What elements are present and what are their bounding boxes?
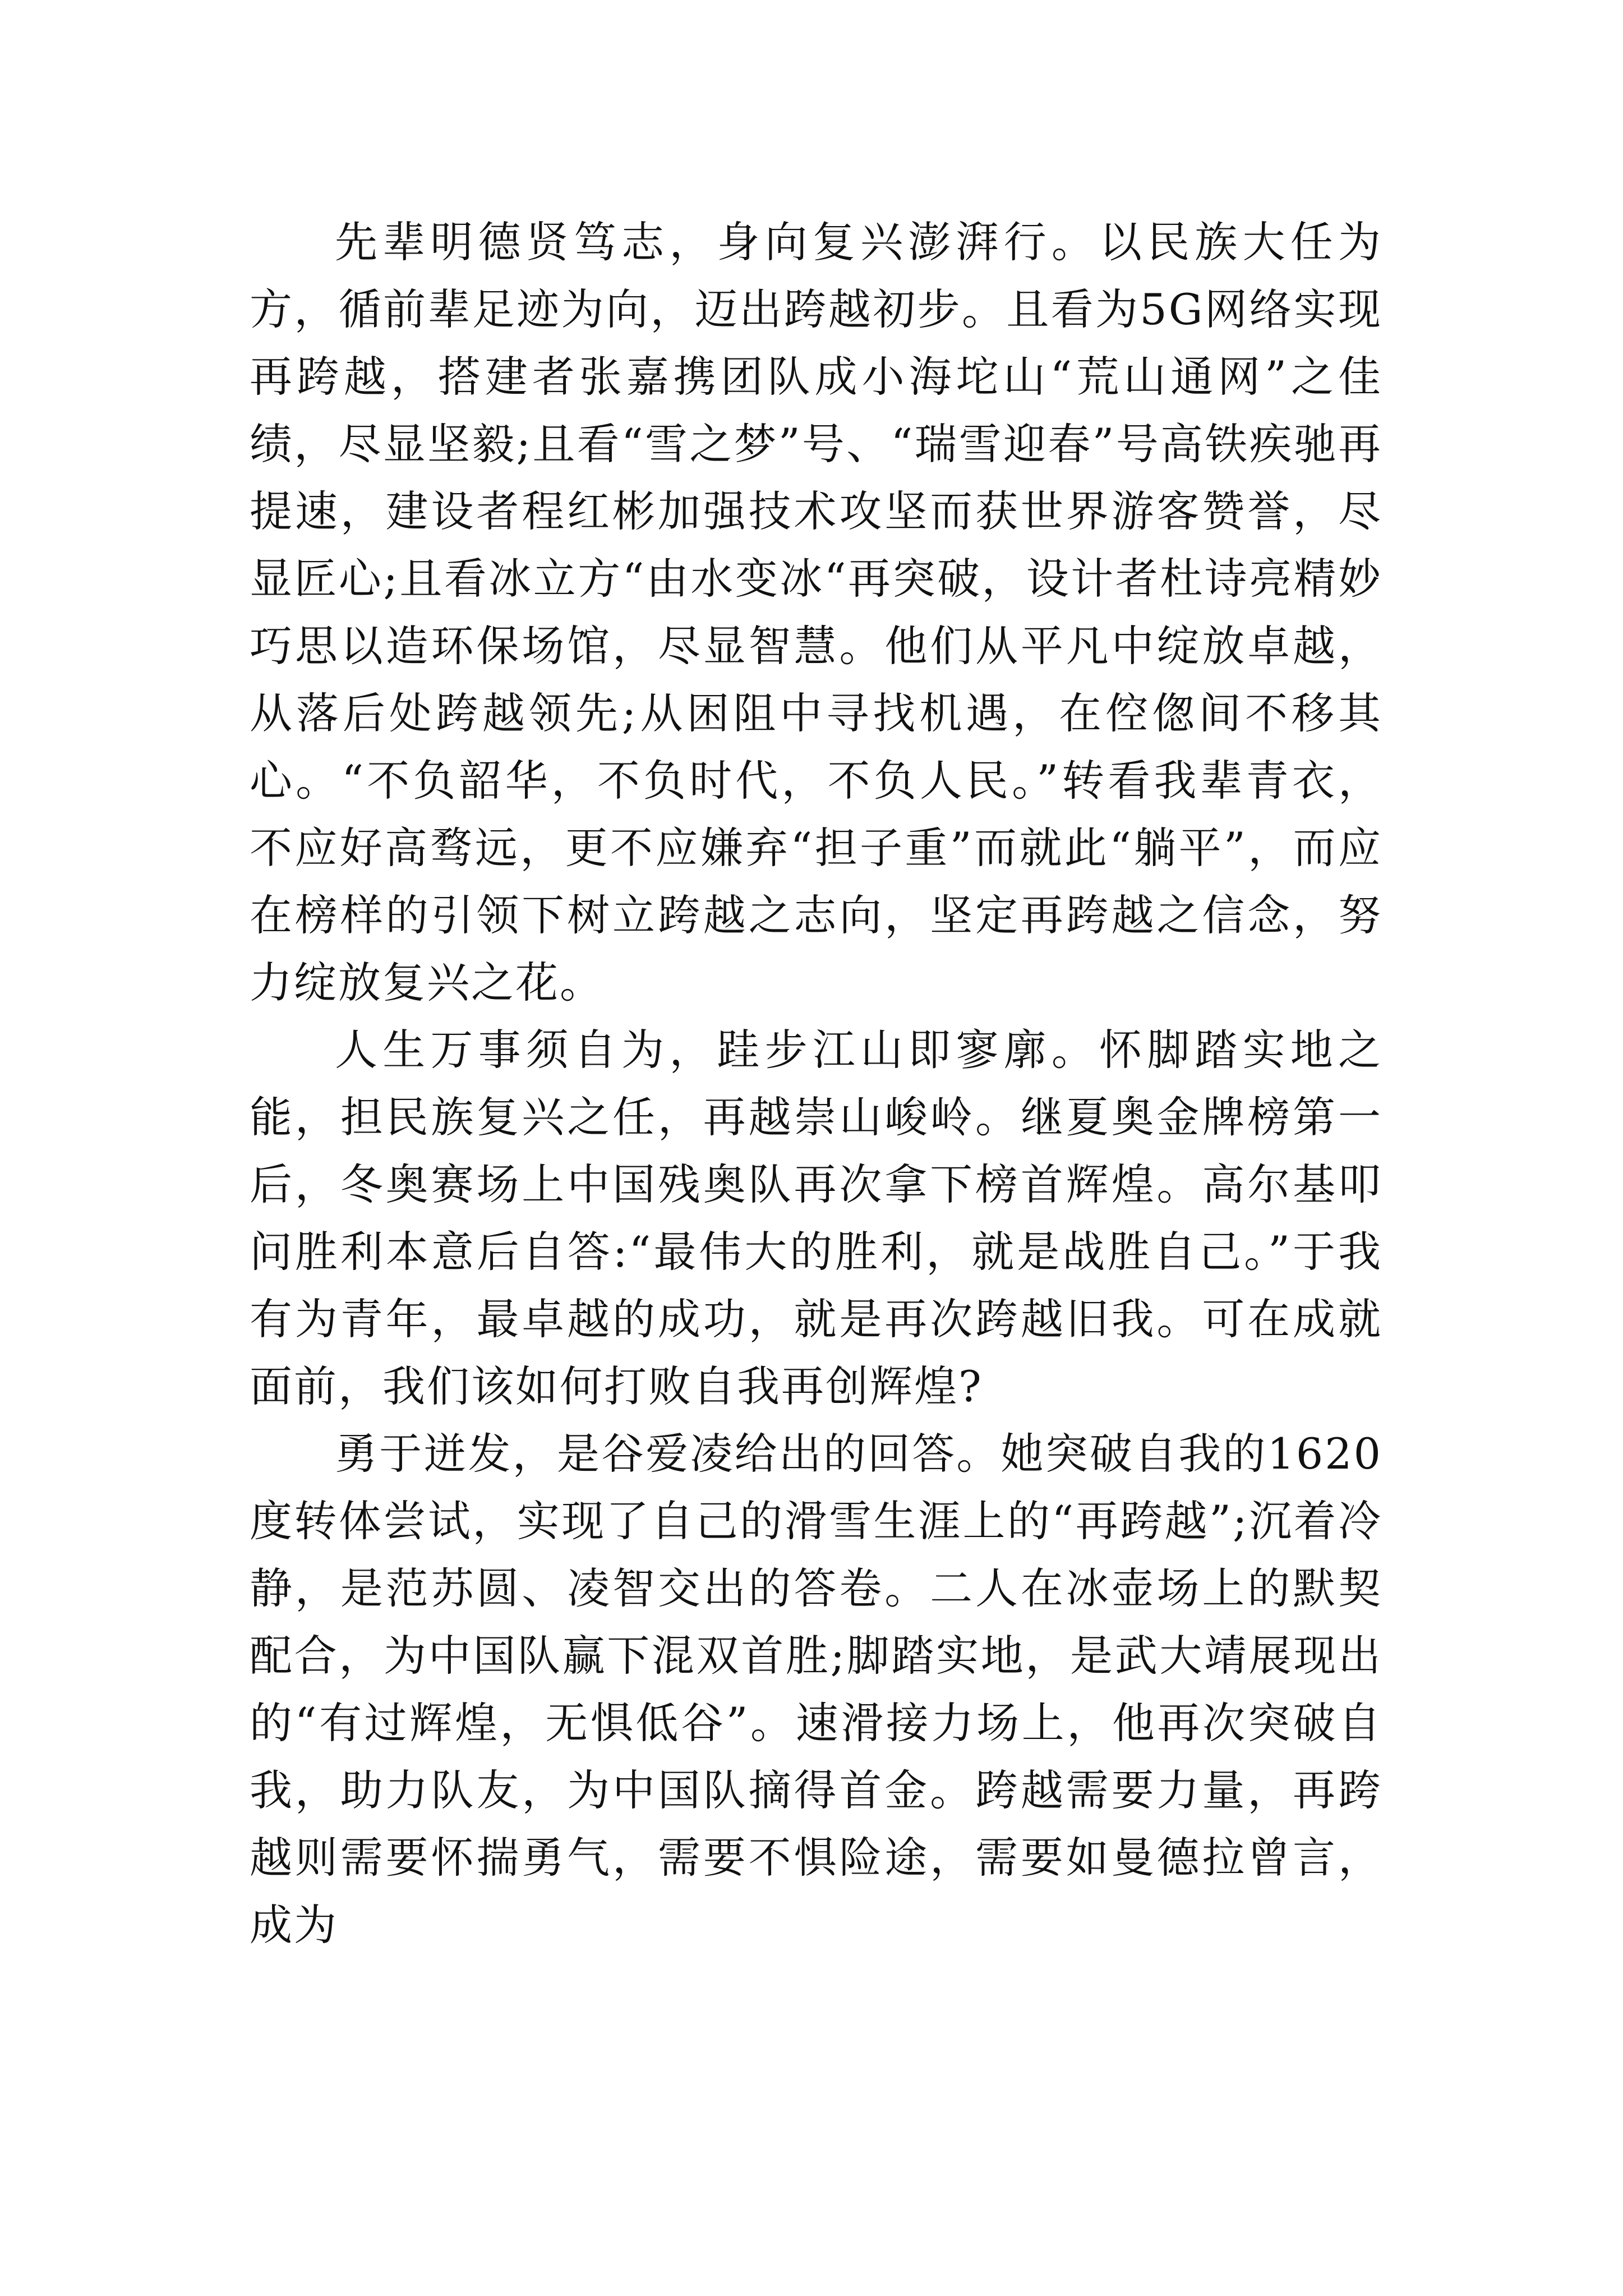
paragraph-3: 勇于迸发，是谷爱凌给出的回答。她突破自我的1620度转体尝试，实现了自己的滑雪生涯上的“再跨越”;沉着冷静，是范苏圆、凌智交出的答卷。二人在冰壶场上的默契配合，为中国队赢下混双首胜;脚踏实地，是武大靖展现出的“有过辉煌，无惧低谷”。速滑接力场上，他再次突破自我，助力队友，为中国队摘得首金。跨越需要力量，再跨越则需要怀揣勇气，需要不惧险途，需要如曼德拉曾言，成为 — [250, 1429, 1382, 1950]
paragraph-2: 人生万事须自为，跬步江山即寥廓。怀脚踏实地之能，担民族复兴之任，再越崇山峻岭。继夏奥金牌榜第一后，冬奥赛场上中国残奥队再次拿下榜首辉煌。高尔基叩问胜利本意后自答:“最伟大的胜利，就是战胜自己。”于我有为青年，最卓越的成功，就是再次跨越旧我。可在成就面前，我们该如何打败自我再创辉煌? — [250, 1025, 1382, 1411]
paragraph-1: 先辈明德贤笃志，身向复兴澎湃行。以民族大任为方，循前辈足迹为向，迈出跨越初步。且看为5G网络实现再跨越，搭建者张嘉携团队成小海坨山“荒山通网”之佳绩，尽显坚毅;且看“雪之梦”号、“瑞雪迎春”号高铁疾驰再提速，建设者程红彬加强技术攻坚而获世界游客赞誉，尽显匠心;且看冰立方“由水变冰“再突破，设计者杜诗亮精妙巧思以造环保场馆，尽显智慧。他们从平凡中绽放卓越，从落后处跨越领先;从困阻中寻找机遇，在倥偬间不移其心。“不负韶华，不负时代，不负人民。”转看我辈青衣，不应好高骛远，更不应嫌弃“担子重”而就此“躺平”，而应在榜样的引领下树立跨越之志向，坚定再跨越之信念，努力绽放复兴之花。 — [250, 217, 1382, 1007]
body-text — [250, 209, 1382, 1959]
